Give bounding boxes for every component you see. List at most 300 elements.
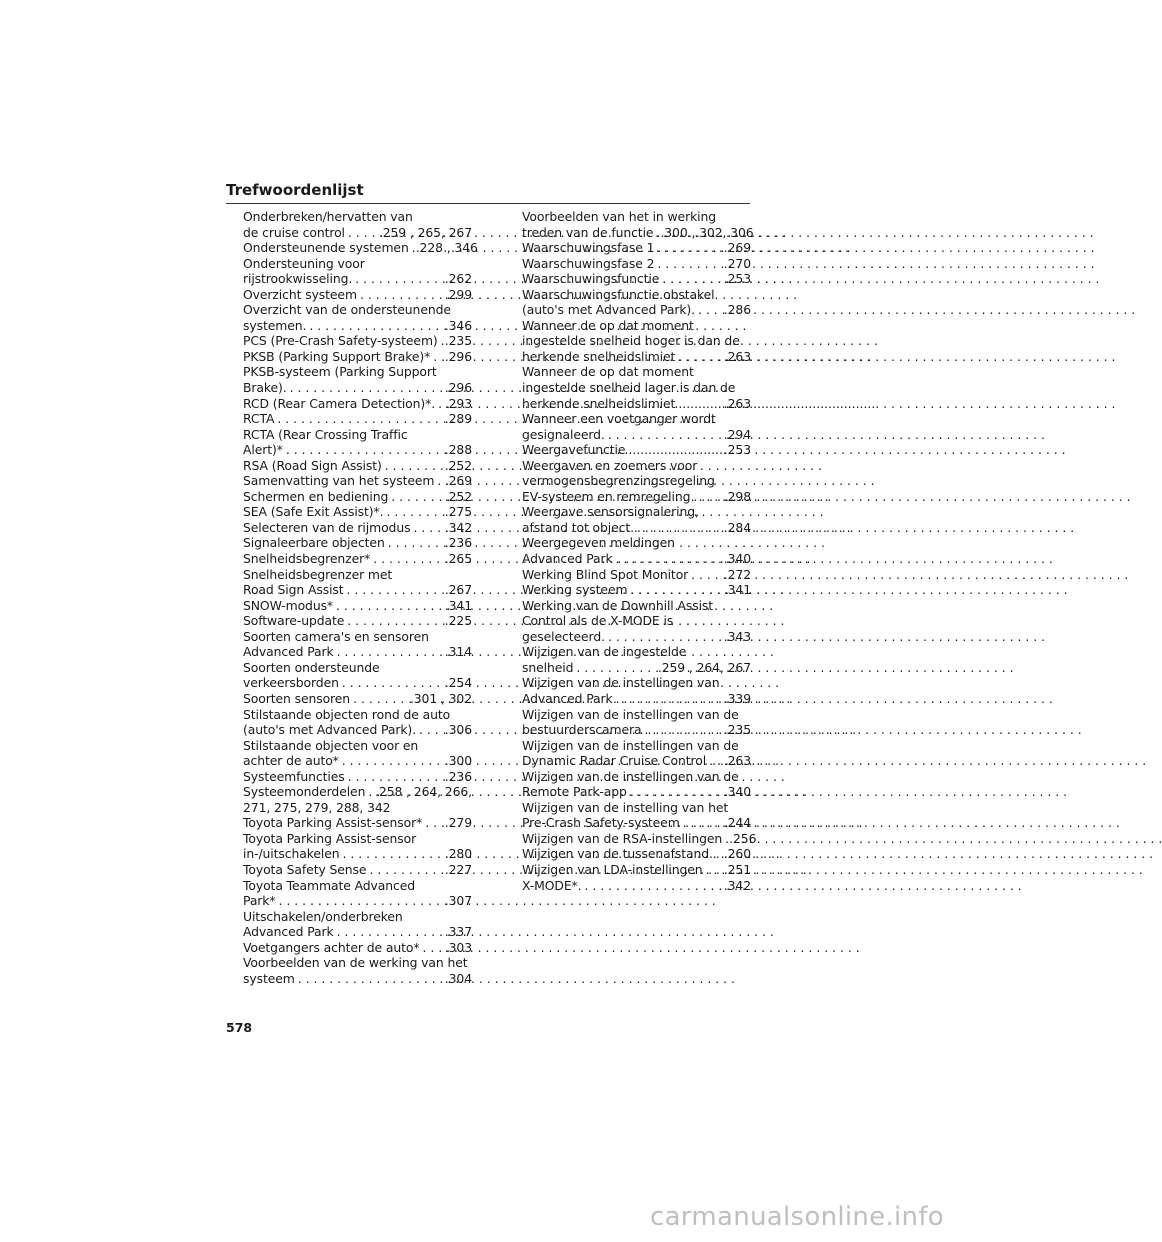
index-entry-text: snelheid (522, 659, 574, 675)
index-entry-page-ref: .307 (444, 893, 472, 909)
index-entry-line (522, 458, 751, 474)
index-entry-line (243, 582, 472, 598)
index-entry-line (243, 893, 472, 909)
index-entry-text: Software-update (243, 613, 345, 629)
index-entry-line (522, 830, 757, 847)
index-entry-text: de cruise control (243, 224, 345, 240)
index-entry-line (522, 442, 751, 458)
index-entry-text: Dynamic Radar Cruise Control (522, 753, 707, 769)
index-entry-text: rijstrookwisseling. (243, 271, 353, 287)
dot-leader (713, 846, 724, 862)
index-entry-line (243, 567, 472, 583)
index-entry-page-ref: .301 , 302 (409, 690, 472, 706)
dot-leader (339, 675, 445, 691)
dot-leader (605, 629, 724, 645)
index-entry-line (243, 411, 472, 427)
index-entry-text: Werking systeem (522, 582, 628, 598)
dot-leader (283, 442, 445, 458)
dot-leader (339, 846, 444, 862)
index-entry-line (522, 302, 751, 318)
dot-leader (438, 333, 445, 349)
index-entry-page-ref: .343 (723, 628, 751, 644)
dot-leader (419, 940, 444, 956)
index-entry-page-ref: .259 , 265, 267 (378, 224, 472, 240)
index-entry-text: Wijzigen van de RSA-instellingen (522, 830, 723, 846)
index-entry-page-ref: .263 (723, 395, 751, 411)
index-entry-page-ref: .263 (723, 348, 751, 364)
index-entry-line (522, 240, 751, 256)
index-entry-line (522, 660, 751, 676)
index-entry-line (522, 582, 751, 598)
index-entry-line (522, 629, 751, 645)
index-entry-line (243, 955, 472, 971)
index-entry-page-ref: .227 (444, 861, 472, 877)
index-entry-text: Alert)* (243, 442, 283, 458)
index-entry-page-ref: .284 (723, 519, 751, 535)
index-entry-line (522, 722, 751, 738)
index-entry-text: Wijzigen van LDA-instellingen (522, 861, 703, 877)
dot-leader (366, 862, 444, 878)
dot-leader (706, 753, 724, 769)
index-entry-page-ref: .251 (723, 861, 751, 877)
dot-leader (573, 660, 658, 676)
index-entry-text: Soorten sensoren (243, 690, 351, 706)
index-entry-text: (auto's met Advanced Park). (522, 302, 696, 318)
index-entry-text: Toyota Teammate Advanced (243, 877, 415, 893)
index-entry-text: EV-systeem en remregeling (522, 488, 691, 504)
index-entry-text: Ondersteuning voor (243, 255, 365, 271)
index-entry-text: RSA (Road Sign Assist) (243, 457, 382, 473)
index-entry-line (243, 225, 472, 241)
index-entry-page-ref: .275 (444, 504, 472, 520)
index-entry-line (522, 598, 751, 614)
dot-leader (659, 271, 724, 287)
index-entry-text: Snelheidsbegrenzer* (243, 551, 371, 567)
dot-leader (365, 784, 375, 800)
index-entry-text: Wanneer de op dat moment (522, 317, 694, 333)
dot-leader (385, 535, 445, 551)
index-entry-text: Samenvatting van het systeem (243, 473, 435, 489)
index-entry-text: herkende snelheidslimiet (522, 348, 676, 364)
index-entry-text: Weergaven en zoemers voor (522, 457, 698, 473)
dot-leader (410, 520, 444, 536)
index-entry-page-ref: .258 , 264, 266, (375, 784, 472, 800)
index-entry-line (522, 800, 751, 816)
index-entry-line (243, 396, 472, 412)
index-entry-text: Wijzigen van de tussenafstand. (522, 846, 713, 862)
index-entry-line (243, 302, 472, 318)
index-entry-line (243, 862, 472, 878)
index-entry-line (522, 707, 751, 723)
index-entry-text: Pre-Crash Safety-systeem (522, 815, 680, 831)
dot-leader (642, 722, 724, 738)
index-entry-text: Control als de X-MODE is (522, 613, 674, 629)
index-entry-text: Wijzigen van de instellingen van de (522, 768, 739, 784)
index-entry-line (243, 240, 478, 256)
index-entry-line (522, 551, 751, 567)
index-entry-line (243, 784, 472, 800)
dot-leader (357, 287, 445, 303)
index-entry-line (522, 396, 751, 412)
page-header (226, 180, 750, 204)
index-entry-line (522, 769, 751, 785)
index-entry-line (522, 862, 751, 878)
index-entry-page-ref: .272 (723, 566, 751, 582)
index-entry-text: Werking van de Downhill Assist (522, 597, 714, 613)
index-entry-text: vermogensbegrenzingsregeling (522, 473, 715, 489)
index-entry-text: Overzicht systeem (243, 286, 357, 302)
dot-leader (613, 691, 724, 707)
dot-leader (680, 815, 724, 831)
index-entry-line (522, 380, 751, 396)
dot-leader (613, 551, 724, 567)
index-entry-page-ref: .289 (444, 411, 472, 427)
index-entry-page-ref: .269 (723, 240, 751, 256)
dot-leader (383, 504, 444, 520)
index-entry-text: Voetgangers achter de auto* (243, 939, 420, 955)
index-entry-text: Weergave sensorsignalering, (522, 504, 699, 520)
index-entry-line (522, 520, 751, 536)
index-entry-text: Advanced Park (522, 551, 613, 567)
index-entry-text: geselecteerd. (522, 628, 605, 644)
index-entry-page-ref: .342 (723, 877, 751, 893)
page-title: Trefwoordenlijst (226, 181, 364, 199)
index-entry-text: Voorbeelden van de werking van het (243, 955, 468, 971)
index-entry-line (522, 878, 751, 894)
index-entry-page-ref: .296 (444, 348, 472, 364)
index-column-left (243, 209, 478, 986)
dot-leader (344, 582, 445, 598)
index-entry-text: Wanneer de op dat moment (522, 364, 694, 380)
index-entry-text: Wijzigen van de ingestelde (522, 644, 687, 660)
index-entry-text: Weergegeven meldingen (522, 535, 675, 551)
dot-leader (350, 691, 410, 707)
index-entry-text: SEA (Safe Exit Assist)*. (243, 504, 384, 520)
index-entry-text: Waarschuwingsfunctie obstakel (522, 286, 715, 302)
dot-leader (605, 427, 724, 443)
index-entry-text: RCD (Rear Camera Detection)*. (243, 395, 436, 411)
dot-leader (334, 644, 445, 660)
dot-leader (703, 862, 724, 878)
index-entry-text: achter de auto* (243, 753, 339, 769)
index-entry-line (522, 489, 751, 505)
index-entry-text: Wanneer een voetganger wordt (522, 411, 716, 427)
dot-leader (654, 240, 723, 256)
index-entry-page-ref: .269 (444, 473, 472, 489)
index-entry-line (243, 256, 472, 272)
index-entry-text: treden van de functie (522, 224, 654, 240)
dot-leader (409, 240, 416, 256)
index-entry-text: Uitschakelen/onderbreken (243, 908, 403, 924)
dot-leader (352, 271, 445, 287)
index-entry-line (243, 940, 472, 956)
index-entry-page-ref: .254 (444, 675, 472, 691)
index-entry-text: afstand tot object. (522, 519, 634, 535)
index-entry-page-ref: .253 (723, 271, 751, 287)
index-entry-line (243, 753, 472, 769)
index-entry-text: Voorbeelden van het in werking (522, 209, 717, 224)
dot-leader (345, 769, 445, 785)
index-entry-line (243, 489, 472, 505)
index-entry-line (243, 878, 472, 894)
dot-leader (690, 489, 723, 505)
index-entry-page-ref: .300 , 302, 306 (660, 224, 754, 240)
index-entry-page-ref: .294 (723, 426, 751, 442)
index-entry-line (243, 442, 472, 458)
index-entry-page-ref: .262 (444, 271, 472, 287)
index-entry-page-ref: .244 (723, 815, 751, 831)
index-entry-line (243, 535, 472, 551)
index-entry-text: Soorten camera's en sensoren (243, 628, 429, 644)
dot-leader (275, 893, 444, 909)
index-column-right (522, 209, 757, 893)
index-entry-text: Toyota Parking Assist-sensor (243, 830, 417, 846)
dot-leader (430, 349, 445, 365)
index-entry-text: verkeersborden (243, 675, 339, 691)
index-entry-line (522, 691, 751, 707)
index-entry-text: Signaleerbare objecten (243, 535, 385, 551)
index-entry-text: Toyota Safety Sense (243, 861, 367, 877)
index-entry-text: in-/uitschakelen (243, 846, 340, 862)
index-entry-page-ref: .306 (444, 722, 472, 738)
dot-leader (627, 784, 724, 800)
dot-leader (287, 380, 445, 396)
index-entry-text: PKSB (Parking Support Brake)* (243, 348, 431, 364)
dot-leader (370, 551, 445, 567)
index-entry-text: bestuurderscamera (522, 722, 642, 738)
index-entry-page-ref: .263 (723, 753, 751, 769)
index-entry-text: Remote Park-app (522, 784, 627, 800)
index-entry-text: ingestelde snelheid hoger is dan de (522, 333, 740, 349)
index-entry-line (522, 613, 751, 629)
index-entry-text: gesignaleerd. (522, 426, 605, 442)
index-entry-line (243, 722, 472, 738)
index-entry-page-ref: .340 (723, 551, 751, 567)
index-entry-line (522, 271, 751, 287)
index-entry-line (243, 427, 472, 443)
index-entry-line (522, 427, 751, 443)
index-entry-text: Schermen en bediening (243, 488, 389, 504)
index-entry-text: Waarschuwingsfase 2 (522, 255, 655, 271)
dot-leader (416, 722, 445, 738)
dot-leader (435, 396, 445, 412)
index-entry-page-ref: .304 (444, 970, 472, 986)
index-entry-page-ref: .300 (444, 753, 472, 769)
dot-leader (675, 396, 723, 412)
dot-leader (627, 582, 723, 598)
index-entry-line (243, 364, 472, 380)
index-entry-text: (auto's met Advanced Park). (243, 722, 417, 738)
index-entry-line (522, 473, 751, 489)
index-entry-text: Wijzigen van de instellingen van de (522, 737, 739, 753)
index-entry-page-ref: .337 (444, 924, 472, 940)
index-entry-text: Stilstaande objecten rond de auto (243, 706, 451, 722)
index-entry-text: Advanced Park (522, 690, 613, 706)
index-entry-line (243, 318, 472, 334)
index-entry-line (243, 333, 472, 349)
index-entry-line (243, 520, 472, 536)
index-entry-page-ref: .286 (723, 302, 751, 318)
index-entry-page-ref: .340 (723, 784, 751, 800)
index-entry-text: Weergavefunctie (522, 442, 626, 458)
index-entry-text: Stilstaande objecten voor en (243, 737, 419, 753)
dot-leader (306, 318, 444, 334)
index-entry-page-ref: .252 (444, 488, 472, 504)
index-entry-line (243, 675, 472, 691)
index-entry-line (522, 333, 751, 349)
index-entry-text: Systeemonderdelen (243, 784, 366, 800)
dot-leader (345, 225, 379, 241)
index-entry-line (522, 349, 751, 365)
index-entry-page-ref: .228 , 346 (415, 240, 478, 256)
index-entry-page-ref: .296 (444, 380, 472, 396)
index-entry-line (243, 551, 472, 567)
index-entry-line (243, 598, 472, 614)
index-entry-text: RCTA (Rear Crossing Traffic (243, 426, 408, 442)
index-entry-line (243, 504, 472, 520)
dot-leader (653, 225, 660, 241)
index-entry-page-ref: .342 (444, 519, 472, 535)
index-entry-line (522, 224, 754, 241)
index-entry-page-ref: .235 (444, 333, 472, 349)
index-entry-page-ref: .267 (444, 582, 472, 598)
index-entry-line (243, 349, 472, 365)
index-entry-line (243, 380, 472, 396)
dot-leader (434, 473, 444, 489)
dot-leader (654, 256, 723, 272)
watermark: carmanualsonline.info (649, 1202, 944, 1232)
index-entry-text: PKSB-systeem (Parking Support (243, 364, 437, 380)
index-entry-line (522, 504, 751, 520)
index-entry-text: Wijzigen van de instellingen van (522, 675, 720, 691)
index-entry-text: Soorten ondersteunde (243, 659, 380, 675)
index-entry-page-ref: .259 , 264, 267 (657, 659, 751, 675)
index-entry-line (243, 473, 472, 489)
index-entry-page-ref: .280 (444, 846, 472, 862)
index-entry-text: ingestelde snelheid lager is dan de (522, 380, 736, 396)
index-entry-line (243, 971, 472, 987)
index-entry-text: Park* (243, 893, 276, 909)
index-entry-page-ref: .288 (444, 442, 472, 458)
index-entry-page-ref: .299 (444, 286, 472, 302)
index-entry-line (522, 784, 751, 800)
index-entry-line (243, 287, 472, 303)
index-entry-page-ref: .265 (444, 551, 472, 567)
index-entry-line (243, 738, 472, 754)
index-entry-line (522, 318, 751, 334)
index-entry-page-ref: .279 (444, 815, 472, 831)
index-entry-page-ref: .270 (723, 255, 751, 271)
index-entry-line (522, 644, 751, 660)
index-entry-line (243, 846, 472, 862)
index-entry-text: systemen. (243, 317, 307, 333)
index-entry-line (243, 909, 472, 925)
dot-leader (333, 598, 445, 614)
index-entry-line (243, 458, 472, 474)
index-entry-line (522, 209, 751, 225)
index-entry-page-ref: .346 (444, 317, 472, 333)
index-entry-page-ref: .341 (444, 597, 472, 613)
index-entry-line (522, 256, 751, 272)
index-entry-text: Brake). (243, 380, 287, 396)
dot-leader (688, 567, 724, 583)
index-entry-text: systeem (243, 970, 295, 986)
page-number: 578 (226, 1020, 253, 1035)
dot-leader (625, 442, 723, 458)
index-entry-page-ref: .293 (444, 395, 472, 411)
dot-leader (582, 878, 724, 894)
index-entry-text: Advanced Park (243, 644, 334, 660)
index-entry-line (243, 644, 472, 660)
dot-leader (722, 831, 729, 847)
dot-leader (634, 520, 724, 536)
index-entry-page-ref: .314 (444, 644, 472, 660)
index-entry-text: Werking Blind Spot Monitor (522, 566, 689, 582)
index-entry-line (243, 660, 472, 676)
index-entry-line (243, 769, 472, 785)
index-entry-text: Ondersteunende systemen (243, 240, 409, 256)
index-entry-text: Overzicht van de ondersteunende (243, 302, 451, 318)
index-entry-text: Toyota Parking Assist-sensor* (243, 815, 423, 831)
dot-leader (274, 411, 444, 427)
index-entry-page-ref: .260 (723, 846, 751, 862)
index-entry-line (522, 815, 751, 831)
dot-leader (422, 815, 445, 831)
index-entry-page-ref: .339 (723, 690, 751, 706)
index-entry-text: Wijzigen van de instelling van het (522, 799, 729, 815)
index-entry-text: Waarschuwingsfunctie (522, 271, 660, 287)
index-entry-line (243, 924, 472, 940)
index-entry-text: X-MODE*. (522, 877, 582, 893)
index-entry-page-ref: .236 (444, 768, 472, 784)
index-entry-line (243, 707, 472, 723)
index-entry-text: RCTA (243, 411, 275, 427)
index-entry-line (522, 535, 751, 551)
index-entry-line (522, 846, 751, 862)
dot-leader (295, 971, 445, 987)
index-entry-line (243, 613, 472, 629)
index-entry-text: 271, 275, 279, 288, 342 (243, 799, 391, 815)
index-entry-page-ref: .298 (723, 488, 751, 504)
index-entry-line (243, 691, 472, 707)
index-entry-line (522, 753, 751, 769)
dot-leader (695, 302, 724, 318)
index-entry-line (522, 738, 751, 754)
dot-leader (339, 753, 445, 769)
index-entry-line (522, 411, 751, 427)
index-entry-text: Onderbreken/hervatten van (243, 209, 413, 224)
index-entry-page-ref: .303 (444, 939, 472, 955)
index-entry-text: SNOW-modus* (243, 597, 334, 613)
index-entry-line (522, 675, 751, 691)
index-entry-page-ref: .225 (444, 613, 472, 629)
index-entry-page-ref: .252 (444, 457, 472, 473)
index-entry-line (243, 629, 472, 645)
index-entry-page-ref: .236 (444, 535, 472, 551)
index-entry-line (243, 831, 472, 847)
index-entry-line (243, 815, 472, 831)
index-entry-page-ref: .341 (723, 582, 751, 598)
index-entry-text: PCS (Pre-Crash Safety-systeem) (243, 333, 438, 349)
index-entry-line (522, 364, 751, 380)
index-entry-line (522, 287, 751, 303)
index-entry-line (243, 209, 472, 225)
index-entry-line (522, 567, 751, 583)
index-entry-text: Road Sign Assist (243, 582, 344, 598)
dot-leader (675, 349, 723, 365)
index-entry-text: Advanced Park (243, 924, 334, 940)
index-entry-text: herkende snelheidslimiet (522, 395, 676, 411)
